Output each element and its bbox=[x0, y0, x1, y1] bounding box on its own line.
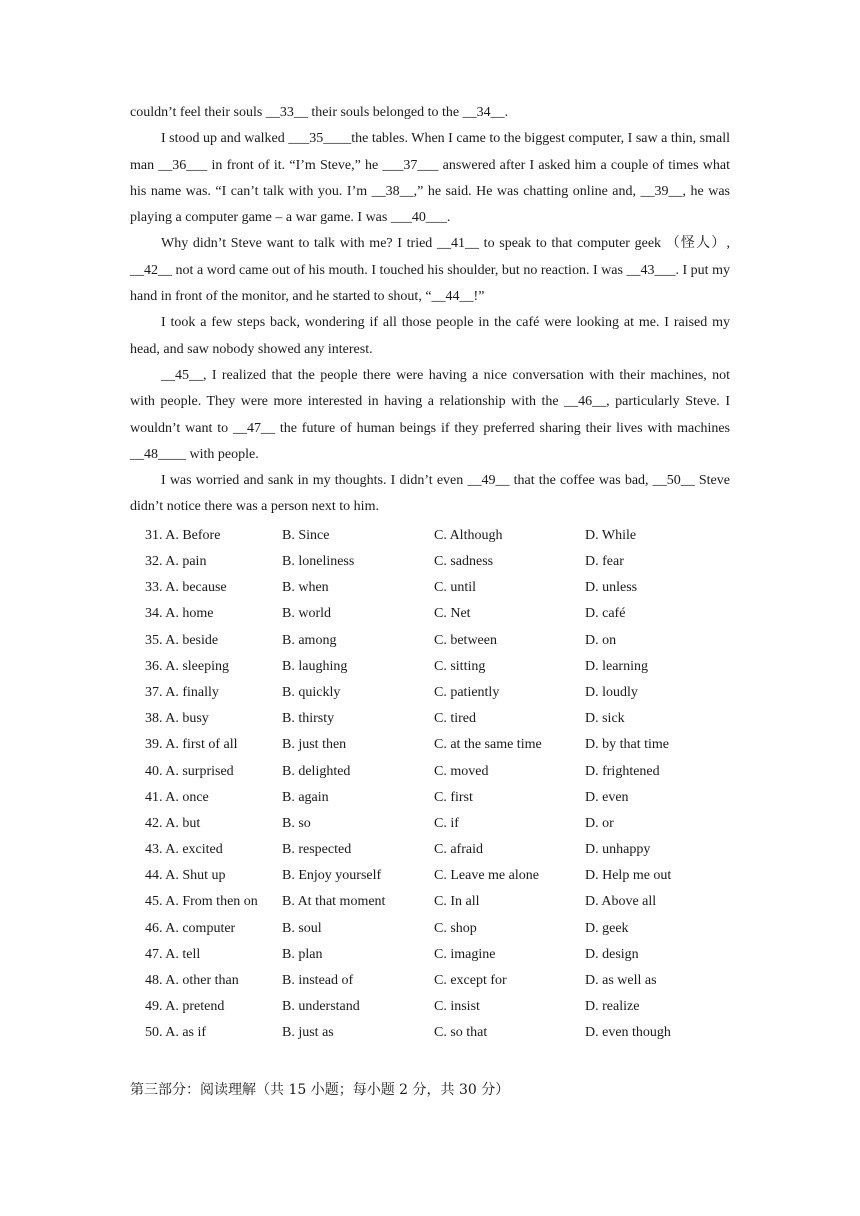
option-a: 37. A. finally bbox=[145, 684, 219, 700]
option-a: 39. A. first of all bbox=[145, 737, 238, 753]
option-b: B. laughing bbox=[282, 658, 348, 674]
option-a: 42. A. but bbox=[145, 815, 201, 831]
question-row bbox=[130, 837, 730, 863]
passage-paragraph: I stood up and walked ___35____the tables. When I came to the biggest computer, I saw a thin, small man __36___ in front of it. “I’m Steve,” he ___37___ answered after I asked him a couple of times what his name was. “I can’t talk with you. I’m __38__,” he said. He was chatting online and, __39__, he was playing a computer game – a war game. I was ___40___. bbox=[130, 131, 730, 226]
question-row bbox=[130, 523, 730, 549]
option-d: D. unhappy bbox=[585, 842, 651, 858]
question-row bbox=[130, 889, 730, 915]
question-row bbox=[130, 1020, 730, 1046]
option-d: D. or bbox=[585, 815, 614, 831]
section-heading: 第三部分：阅读理解（共 15 小题；每小题 2 分，共 30 分） bbox=[130, 1082, 510, 1098]
question-row bbox=[130, 994, 730, 1020]
option-a: 48. A. other than bbox=[145, 973, 239, 989]
option-c: C. imagine bbox=[434, 946, 496, 962]
option-d: D. on bbox=[585, 632, 617, 648]
option-b: B. respected bbox=[282, 842, 352, 858]
option-d: D. even bbox=[585, 789, 629, 805]
option-c: C. Although bbox=[434, 527, 503, 543]
option-c: C. moved bbox=[434, 763, 489, 779]
option-d: D. geek bbox=[585, 920, 629, 936]
option-b: B. just as bbox=[282, 1025, 334, 1041]
option-d: D. learning bbox=[585, 658, 648, 674]
option-d: D. Above all bbox=[585, 894, 657, 910]
option-c: C. if bbox=[434, 815, 459, 831]
option-a: 44. A. Shut up bbox=[145, 868, 226, 884]
option-d: D. sick bbox=[585, 711, 625, 727]
question-row bbox=[130, 575, 730, 601]
option-d: D. Help me out bbox=[585, 868, 672, 884]
option-a: 36. A. sleeping bbox=[145, 658, 229, 674]
option-a: 47. A. tell bbox=[145, 946, 201, 962]
option-c: C. sadness bbox=[434, 554, 494, 570]
passage-paragraph: I took a few steps back, wondering if all those people in the café were looking at me. I raised my head, and saw nobody showed any interest. bbox=[130, 315, 730, 357]
option-b: B. instead of bbox=[282, 973, 354, 989]
question-row bbox=[130, 732, 730, 758]
option-b: B. soul bbox=[282, 920, 322, 936]
option-c: C. insist bbox=[434, 999, 480, 1015]
option-b: B. world bbox=[282, 606, 331, 622]
question-row bbox=[130, 942, 730, 968]
option-c: C. In all bbox=[434, 894, 480, 910]
question-row bbox=[130, 654, 730, 680]
question-row bbox=[130, 968, 730, 994]
option-d: D. café bbox=[585, 606, 626, 622]
option-c: C. Net bbox=[434, 606, 471, 622]
option-a: 46. A. computer bbox=[145, 920, 236, 936]
cloze-passage bbox=[130, 100, 730, 521]
option-b: B. delighted bbox=[282, 763, 351, 779]
option-c: C. shop bbox=[434, 920, 477, 936]
option-a: 34. A. home bbox=[145, 606, 214, 622]
option-d: D. While bbox=[585, 527, 637, 543]
option-b: B. thirsty bbox=[282, 711, 335, 727]
option-a: 45. A. From then on bbox=[145, 894, 258, 910]
option-c: C. afraid bbox=[434, 842, 483, 858]
option-b: B. again bbox=[282, 789, 329, 805]
question-row bbox=[130, 916, 730, 942]
passage-paragraph: I was worried and sank in my thoughts. I didn’t even __49__ that the coffee was bad, __50__ Steve didn’t notice there was a person next to him. bbox=[130, 473, 730, 515]
option-d: D. realize bbox=[585, 999, 640, 1015]
question-row bbox=[130, 680, 730, 706]
option-d: D. unless bbox=[585, 580, 638, 596]
option-b: B. loneliness bbox=[282, 554, 355, 570]
option-a: 38. A. busy bbox=[145, 711, 209, 727]
option-a: 31. A. Before bbox=[145, 527, 221, 543]
option-a: 33. A. because bbox=[145, 580, 227, 596]
question-row bbox=[130, 758, 730, 784]
option-b: B. At that moment bbox=[282, 894, 386, 910]
option-a: 32. A. pain bbox=[145, 554, 207, 570]
option-c: C. so that bbox=[434, 1025, 488, 1041]
option-d: D. fear bbox=[585, 554, 624, 570]
option-c: C. sitting bbox=[434, 658, 486, 674]
option-c: C. patiently bbox=[434, 684, 500, 700]
option-c: C. at the same time bbox=[434, 737, 542, 753]
option-c: C. Leave me alone bbox=[434, 868, 539, 884]
question-row bbox=[130, 601, 730, 627]
option-c: C. first bbox=[434, 789, 473, 805]
option-b: B. among bbox=[282, 632, 337, 648]
passage-paragraph: Why didn’t Steve want to talk with me? I tried __41__ to speak to that computer geek （怪人）, __42__ not a word came out of his mouth. I touched his shoulder, but no reaction. I was __43___. I put my hand in front of the monitor, and he started to shout, “__44__!” bbox=[130, 236, 730, 305]
option-c: C. tired bbox=[434, 711, 476, 727]
option-b: B. Enjoy yourself bbox=[282, 868, 382, 884]
option-a: 49. A. pretend bbox=[145, 999, 225, 1015]
document-page bbox=[130, 100, 730, 1047]
passage-paragraph: __45__, I realized that the people there were having a nice conversation with their machines, not with people. They were more interested in having a relationship with the __46__, particularly Steve. I wouldn’t want to __47__ the future of human beings if they preferred sharing their lives with machines __48____ with people. bbox=[130, 367, 730, 462]
question-row bbox=[130, 785, 730, 811]
option-a: 41. A. once bbox=[145, 789, 209, 805]
option-a: 50. A. as if bbox=[145, 1025, 207, 1041]
question-row bbox=[130, 549, 730, 575]
option-d: D. as well as bbox=[585, 973, 657, 989]
passage-paragraph: couldn’t feel their souls __33__ their souls belonged to the __34__. bbox=[130, 105, 509, 120]
option-d: D. frightened bbox=[585, 763, 660, 779]
question-row bbox=[130, 706, 730, 732]
option-d: D. design bbox=[585, 946, 639, 962]
option-b: B. so bbox=[282, 815, 311, 831]
question-row bbox=[130, 811, 730, 837]
option-d: D. loudly bbox=[585, 684, 638, 700]
option-c: C. until bbox=[434, 580, 477, 596]
option-d: D. by that time bbox=[585, 737, 669, 753]
option-b: B. just then bbox=[282, 737, 347, 753]
option-a: 35. A. beside bbox=[145, 632, 219, 648]
answer-options bbox=[130, 523, 730, 1047]
option-b: B. plan bbox=[282, 946, 323, 962]
option-c: C. between bbox=[434, 632, 497, 648]
option-a: 40. A. surprised bbox=[145, 763, 234, 779]
option-c: C. except for bbox=[434, 973, 507, 989]
option-a: 43. A. excited bbox=[145, 842, 223, 858]
option-d: D. even though bbox=[585, 1025, 671, 1041]
question-row bbox=[130, 628, 730, 654]
option-b: B. quickly bbox=[282, 684, 341, 700]
option-b: B. when bbox=[282, 580, 329, 596]
question-row bbox=[130, 863, 730, 889]
option-b: B. Since bbox=[282, 527, 330, 543]
option-b: B. understand bbox=[282, 999, 360, 1015]
